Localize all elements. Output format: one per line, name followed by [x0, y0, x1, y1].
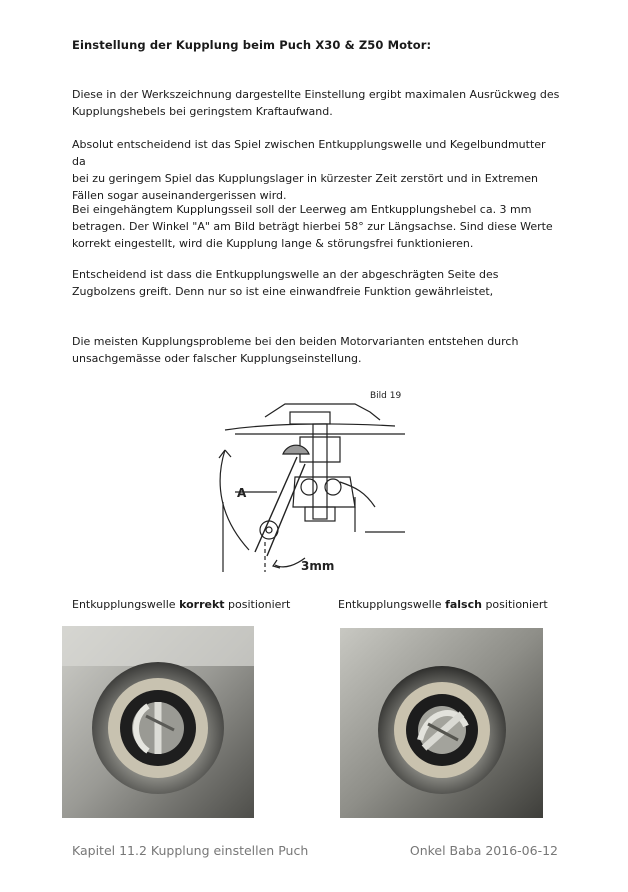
caption-emphasis: falsch	[445, 598, 482, 611]
lever-pivot	[260, 521, 278, 539]
lever-pivot-center	[266, 527, 272, 533]
photo-wrong	[340, 628, 543, 818]
paragraph-line: Fällen sogar auseinandergerissen wird.	[72, 189, 287, 202]
technical-drawing-svg	[205, 382, 415, 577]
paragraph-line: Absolut entscheidend ist das Spiel zwischen Entkupplungswelle und Kegelbundmutter da	[72, 138, 546, 168]
paragraph-line: bei zu geringem Spiel das Kupplungslager in kürzester Zeit zerstört und in Extremen	[72, 172, 538, 185]
lever-arm-right	[267, 464, 305, 556]
caption-text: positioniert	[481, 598, 548, 611]
paragraph-line: korrekt eingestellt, wird die Kupplung lange & störungsfrei funktionieren.	[72, 237, 474, 250]
bearing-left	[301, 479, 317, 495]
caption-text: positioniert	[224, 598, 291, 611]
page-title: Einstellung der Kupplung beim Puch X30 & Z50 Motor:	[72, 38, 432, 52]
housing-edge-line	[225, 424, 395, 430]
photo-highlight	[62, 626, 254, 666]
distance-label: 3mm	[301, 559, 335, 573]
footer-author-date: Onkel Baba 2016-06-12	[409, 843, 558, 858]
figure-label: Bild 19	[370, 391, 402, 401]
paragraph-line: Die meisten Kupplungsprobleme bei den beiden Motorvarianten entstehen durch	[72, 335, 519, 348]
caption-text: Entkupplungswelle	[72, 598, 180, 611]
paragraph-2	[72, 136, 562, 204]
angle-arc	[220, 450, 249, 550]
paragraph-5	[72, 333, 562, 367]
paragraph-line: Zugbolzens greift. Denn nur so ist eine einwandfreie Funktion gewährleistet,	[72, 285, 494, 298]
paragraph-line: Diese in der Werkszeichnung dargestellte Einstellung ergibt maximalen Ausrückweg des	[72, 88, 560, 101]
technical-drawing	[205, 382, 415, 577]
paragraph-line: unsachgemässe oder falscher Kupplungseinstellung.	[72, 352, 362, 365]
angle-label: A	[237, 486, 247, 500]
paragraph-line: Kupplungshebels bei geringstem Kraftaufwand.	[72, 105, 333, 118]
paragraph-4	[72, 266, 562, 300]
cover-curve	[340, 482, 375, 507]
paragraph-3	[72, 201, 562, 252]
caption-wrong	[338, 598, 548, 611]
photo-wrong-svg	[340, 628, 543, 818]
caption-emphasis: korrekt	[179, 598, 225, 611]
paragraph-line: betragen. Der Winkel "A" am Bild beträgt hierbei 58° zur Längsachse. Sind diese Werte	[72, 220, 553, 233]
shaft	[313, 424, 327, 519]
paragraph-1	[72, 86, 562, 120]
footer-chapter: Kapitel 11.2 Kupplung einstellen Puch	[72, 843, 309, 858]
cam-segment	[283, 445, 309, 454]
photo-correct	[62, 626, 254, 818]
photo-correct-svg	[62, 626, 254, 818]
paragraph-line: Entscheidend ist dass die Entkupplungswelle an der abgeschrägten Seite des	[72, 268, 499, 281]
lever-arm-left	[255, 457, 297, 552]
caption-correct	[72, 598, 290, 611]
paragraph-line: Bei eingehängtem Kupplungsseil soll der Leerweg am Entkupplungshebel ca. 3 mm	[72, 203, 532, 216]
caption-text: Entkupplungswelle	[338, 598, 446, 611]
bracket-block	[290, 412, 330, 424]
